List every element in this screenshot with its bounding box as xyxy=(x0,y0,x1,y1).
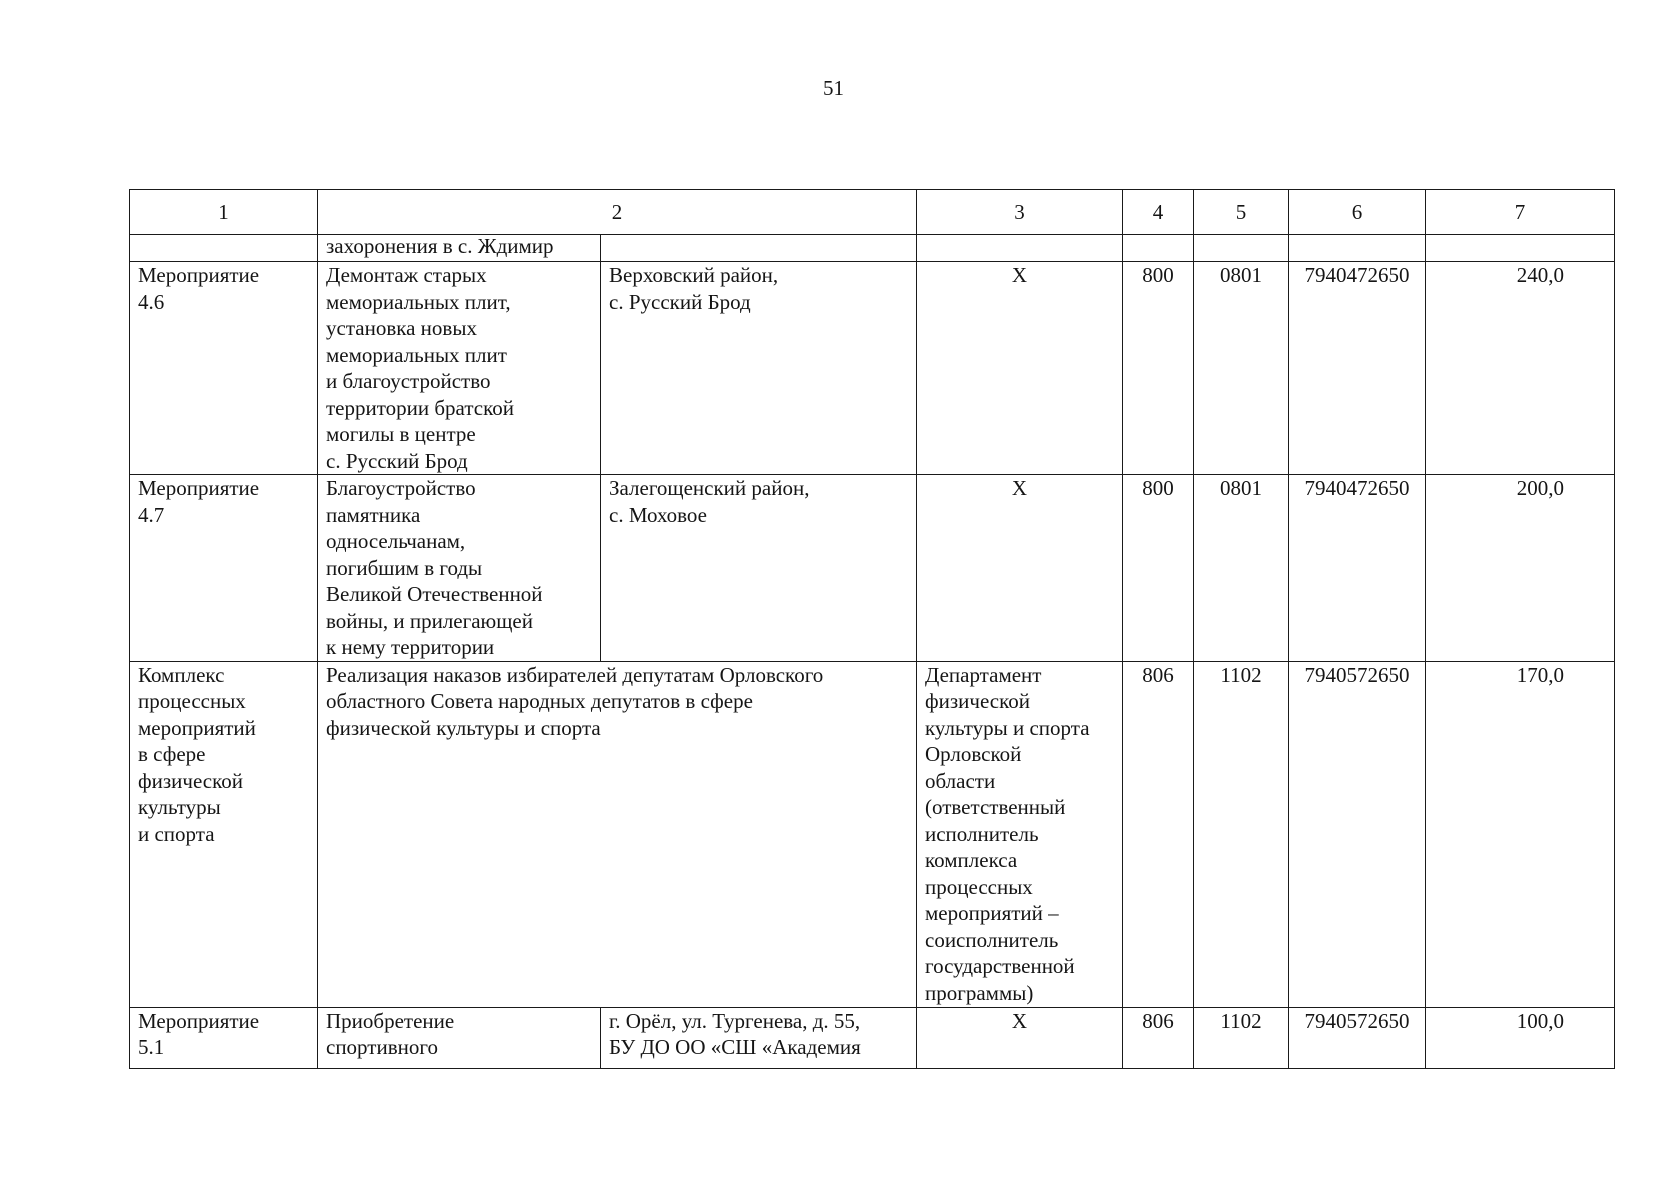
cell-amount: 170,0 xyxy=(1426,661,1615,1007)
cell-event-description: Демонтаж старых мемориальных плит, установка новых мемориальных плит и благоустройство территории братской могилы в центре с. Русский Брод xyxy=(318,262,601,475)
cell-code-6: 7940572650 xyxy=(1289,1007,1426,1068)
cell-code-4: 800 xyxy=(1123,475,1194,662)
cell-code-4: 806 xyxy=(1123,661,1194,1007)
cell-executor: Департамент физической культуры и спорта Орловской области (ответственный исполнитель комплекса процессных мероприятий – соисполнитель государственной программы) xyxy=(917,661,1123,1007)
cell-code-6: 7940572650 xyxy=(1289,661,1426,1007)
table-row xyxy=(130,262,1615,475)
cell-code-6: 7940472650 xyxy=(1289,262,1426,475)
column-header-7: 7 xyxy=(1426,190,1615,235)
table-row xyxy=(130,1007,1615,1068)
cell-event-description: Благоустройство памятника односельчанам, погибшим в годы Великой Отечественной войны, и прилегающей к нему территории xyxy=(318,475,601,662)
cell-complex-name: Комплекс процессных мероприятий в сфере физической культуры и спорта xyxy=(130,661,318,1007)
cell-amount: 200,0 xyxy=(1426,475,1615,662)
column-header-3: 3 xyxy=(917,190,1123,235)
cell-executor: Х xyxy=(917,262,1123,475)
cell-complex-description: Реализация наказов избирателей депутатам Орловского областного Совета народных депутатов в сфере физической культуры и спорта xyxy=(318,661,917,1007)
cell-empty xyxy=(601,235,917,262)
column-header-6: 6 xyxy=(1289,190,1426,235)
cell-event-name: Мероприятие 4.7 xyxy=(130,475,318,662)
table-row-continuation xyxy=(130,235,1615,262)
cell-code-5: 1102 xyxy=(1194,1007,1289,1068)
cell-event-description: Приобретение спортивного xyxy=(318,1007,601,1068)
cell-event-location: Верховский район, с. Русский Брод xyxy=(601,262,917,475)
table-row xyxy=(130,661,1615,1007)
page-number: 51 xyxy=(823,76,844,100)
cell-event-location: г. Орёл, ул. Тургенева, д. 55, БУ ДО ОО «СШ «Академия xyxy=(601,1007,917,1068)
column-header-4: 4 xyxy=(1123,190,1194,235)
cell-code-4: 800 xyxy=(1123,262,1194,475)
column-header-5: 5 xyxy=(1194,190,1289,235)
cell-code-4: 806 xyxy=(1123,1007,1194,1068)
table-header-row xyxy=(130,190,1615,235)
cell-empty xyxy=(1289,235,1426,262)
cell-event-name: Мероприятие 4.6 xyxy=(130,262,318,475)
cell-continuation-text: захоронения в с. Ждимир xyxy=(318,235,601,262)
column-header-2: 2 xyxy=(318,190,917,235)
cell-empty xyxy=(1426,235,1615,262)
cell-empty xyxy=(1123,235,1194,262)
cell-empty xyxy=(917,235,1123,262)
cell-amount: 100,0 xyxy=(1426,1007,1615,1068)
cell-event-location: Залегощенский район, с. Моховое xyxy=(601,475,917,662)
cell-code-5: 0801 xyxy=(1194,262,1289,475)
table-row xyxy=(130,475,1615,662)
cell-event-name: Мероприятие 5.1 xyxy=(130,1007,318,1068)
cell-amount: 240,0 xyxy=(1426,262,1615,475)
cell-empty xyxy=(1194,235,1289,262)
cell-code-5: 1102 xyxy=(1194,661,1289,1007)
cell-empty xyxy=(130,235,318,262)
column-header-1: 1 xyxy=(130,190,318,235)
cell-executor: Х xyxy=(917,1007,1123,1068)
cell-code-6: 7940472650 xyxy=(1289,475,1426,662)
budget-table xyxy=(129,189,1615,1069)
cell-code-5: 0801 xyxy=(1194,475,1289,662)
cell-executor: Х xyxy=(917,475,1123,662)
